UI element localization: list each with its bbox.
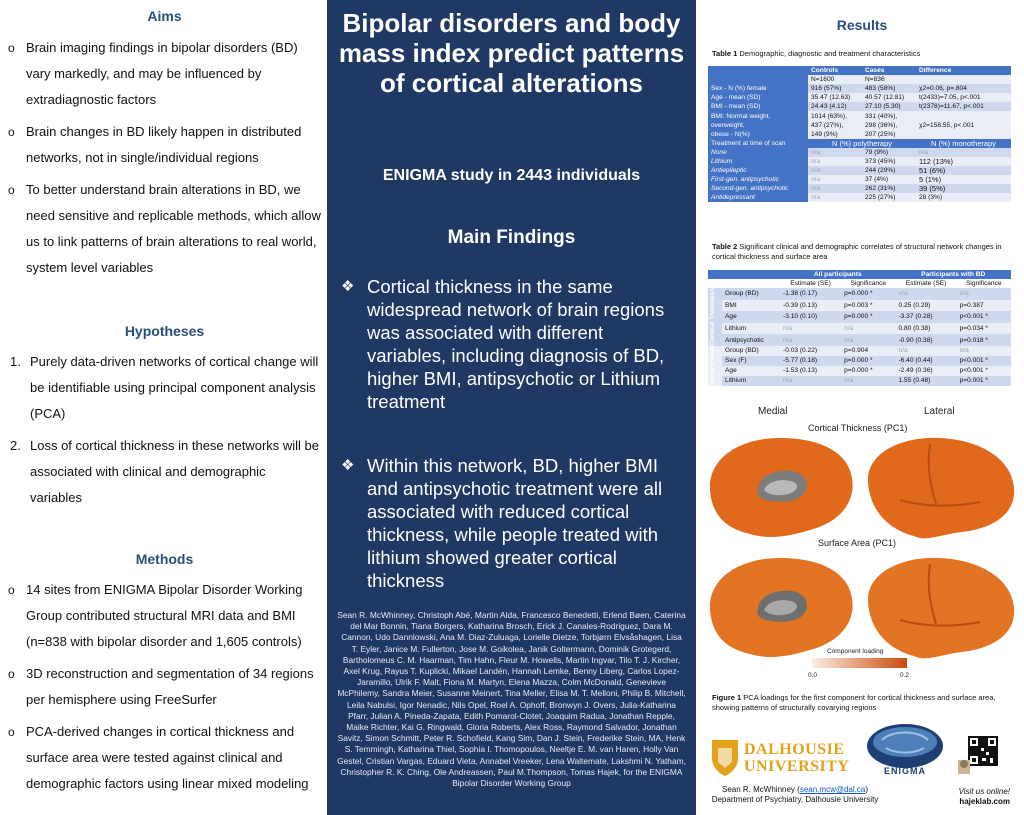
table-row: None n/a 79 (9%) n/a: [708, 148, 1011, 157]
finding-2: ❖ Within this network, BD, higher BMI and antipsychotic treatment were all associated with reduced cortical thickness, while people treated with lithium showed greater cortical thickness: [341, 455, 663, 591]
table-row: BMI: Normal weight, overweight, obese - N(%) 1014 (63%), 437 (27%), 149 (9%) 331 (40%), 298 (36%), 207 (25%) χ2=158.55, p<.001: [708, 111, 1011, 139]
hypotheses-list: [8, 349, 321, 511]
table-row: Sex (F) -5.77 (0.18) p=0.000 * -6.40 (0.44) p<0.001 *: [708, 356, 1011, 366]
sa-medial-brain: [710, 558, 853, 657]
table-row: Age -1.53 (0.13) p=0.000 * -2.49 (0.36) p<0.001 *: [708, 366, 1011, 376]
table-row: Treatment at time of scan N (%) polytherapy N (%) monotherapy: [708, 139, 1011, 148]
visit-online: Visit us online! hajeklab.com: [958, 787, 1010, 806]
table-row: Estimate (SE) Significance Estimate (SE) Significance: [708, 279, 1011, 288]
author-list: Sean R. McWhinney, Christoph Abé, Martin Alda, Francesco Benedetti, Erlend Bøen, Caterina del Mar Bonnin, Tiana Borgers, Katharina Brosch, Erick J. Canales-Rodriguez, Dara M. Cannon, Udo Dannlowski, Ana M. Diaz-Zuluaga, Lorielle Dietze, Torbjørn Elvsåshagen, Lisa T. Eyler, Janice M. Fullerton, Jose M. Goikolea, Janik Goltermann, Dominik Grotegerd, Bartholomeus C. M. Haarman, Tim Hahn, Fleur M. Howells, Martin Ingvar, Tilo T. J. Kircher, Axel Krug, Rayus T. Kuplicki, Mikael Landén, Hannah Lemke, Benny Liberg, Carlos Lopez-Jaramillo, Ulrik F. Malt, Fiona M. Martyn, Elena Mazza, Colm McDonald, Genevieve McPhilemy, Sandra Meier, Susanne Meinert, Tina Meller, Elisa M. T. Melloni, Philip B. Mitchell, Leila Nabulsi, Igor Nenadic, Nils Opel, Roel A. Ophoff, Bronwyn J. Overs, Julia-Katharina Pfarr, Julian A. Pineda-Zapata, Edith Pomarol-Clotet, Joaquim Radua, Jonathan Repple, Maike Richter, Kai G. Ringwald, Gloria Roberts, Alex Ross, Raymond Salvador, Jonathan Savitz, Simon Schmitt, Peter R. Schofield, Kang Sim, Dan J. Stein, Frederike Stein, MA, Henk S. Temmingh, Katharina Thiel, Sophia I. Thomopoulos, Neeltje E. M. van Haren, Holly Van Gestel, Cristian Vargas, Eduard Vieta, Annabel Vreeker, Lena Waltemate, Lakshmi N. Yatham, Christopher R. K. Ching, Ole Andreassen, Paul M.Thompson, Tomas Hajek, for the ENIGMA Bipolar Disorder Working Group: [337, 610, 686, 789]
qr-code-icon: [958, 730, 1002, 780]
left-column: [0, 0, 325, 815]
methods-item: o 3D reconstruction and segmentation of 34 regions per hemisphere using FreeSurfer: [8, 666, 314, 707]
contact-info: Sean R. McWhinney (sean.mcw@dal.ca) Department of Psychiatry, Dalhousie University: [711, 785, 879, 804]
dalhousie-logo: DALHOUSIE UNIVERSITY: [710, 738, 850, 778]
ct-lateral-brain: [868, 438, 1014, 539]
table-row: Antipsychotic n/a n/a -0.90 (0.38) p=0.018 *: [708, 334, 1011, 346]
aims-item: o Brain changes in BD likely happen in distributed networks, not in single/individual regions: [8, 124, 302, 165]
sa-figure-label: Surface Area (PC1): [818, 538, 897, 548]
legend-max: 0.2: [900, 672, 910, 679]
aims-item: o Brain imaging findings in bipolar disorders (BD) vary markedly, and may be influenced by extradiagnostic factors: [8, 40, 298, 107]
medial-label: Medial: [758, 406, 788, 417]
table-row: Second-gen. antipsychotic n/a 262 (31%) 39 (5%): [708, 184, 1011, 193]
table-row: First-gen. antipsychotic n/a 37 (4%) 5 (1%): [708, 175, 1011, 184]
methods-heading: Methods: [135, 551, 194, 567]
methods-list: [8, 577, 321, 797]
table-row: Lithium n/a n/a 1.55 (0.48) p=0.001 *: [708, 376, 1011, 386]
table-row: Antiepileptic n/a 244 (29%) 51 (6%): [708, 166, 1011, 175]
table-row: Lithium n/a n/a 0.80 (0.38) p=0.034 *: [708, 323, 1011, 335]
table-row: N=1600 N=836: [708, 75, 1011, 84]
aims-list: [8, 35, 321, 281]
methods-item: o 14 sites from ENIGMA Bipolar Disorder Working Group contributed structural MRI data and BMI (n=838 with bipolar disorder and 1,605 controls): [8, 582, 303, 649]
table2-caption: Table 2 Significant clinical and demographic correlates of structural network changes in cortical thickness and surface area: [712, 242, 1002, 261]
enigma-logo: ENIGMA: [862, 722, 948, 780]
loading-colorbar: [812, 658, 907, 668]
table-row: Sex - N (%) female 916 (57%) 483 (58%) χ2=0.06, p=.804: [708, 84, 1011, 93]
lateral-label: Lateral: [924, 406, 955, 417]
hypotheses-heading: Hypotheses: [124, 323, 205, 339]
table-row: Controls Cases Difference: [708, 66, 1011, 75]
diamond-bullet-icon: ❖: [341, 457, 355, 474]
diamond-bullet-icon: ❖: [341, 278, 355, 295]
table-row: Cortical Thickness Group (BD) -1.38 (0.17) p=0.000 * n/a n/a: [708, 288, 1011, 300]
aims-item: o To better understand brain alterations in BD, we need sensitive and replicable methods, which allow us to link patterns of brain alterations to real world, system level variables: [8, 182, 321, 275]
contact-email-link[interactable]: sean.mcw@dal.ca: [799, 785, 866, 794]
table-row: Age - mean (SD) 35.47 (12.63) 40.57 (12.81) t(2433)=7.05, p<.001: [708, 93, 1011, 102]
table-row: Age -3.10 (0.10) p=0.000 * -3.37 (0.28) p<0.001 *: [708, 311, 1011, 323]
hypothesis-item: 2. Loss of cortical thickness in these networks will be associated with clinical and demographic variables: [10, 438, 320, 505]
right-column: [700, 0, 1024, 815]
table-row: Surface Area Group (BD) -0.03 (0.22) p=0.904 n/a n/a: [708, 346, 1011, 356]
sa-lateral-brain: [868, 558, 1014, 659]
ct-figure-label: Cortical Thickness (PC1): [808, 423, 908, 433]
table1-caption: Table 1 Demographic, diagnostic and treatment characteristics: [712, 49, 921, 58]
shield-icon: [710, 738, 740, 776]
brain-figure: [700, 430, 1024, 680]
finding-1: ❖ Cortical thickness in the same widespread network of brain regions was associated with different variables, including diagnosis of BD, higher BMI, antipsychotic or Lithium treatment: [341, 276, 665, 412]
ct-medial-brain: [710, 438, 853, 537]
figure1-caption: Figure 1 PCA loadings for the first component for cortical thickness and surface area, showing patterns of structurally covarying regions: [712, 693, 996, 712]
results-heading: Results: [836, 17, 888, 33]
hypothesis-item: 1. Purely data-driven networks of cortical change will be identifiable using principal component analysis (PCA): [10, 354, 319, 421]
table-row: All participants Participants with BD: [708, 270, 1011, 279]
table-row: BMI -0.39 (0.13) p=0.003 * 0.25 (0.29) p=0.387: [708, 300, 1011, 312]
center-panel: [327, 0, 696, 815]
legend-title: Component loading: [827, 648, 884, 655]
table-row: BMI - mean (SD) 24.43 (4.12) 27.10 (5.30) t(2378)=11.67, p<.001: [708, 102, 1011, 111]
legend-min: 0.0: [808, 672, 818, 679]
poster-title: Bipolar disorders and body mass index predict patterns of cortical alterations: [338, 8, 685, 98]
methods-item: o PCA-derived changes in cortical thickness and surface area were tested against clinical and demographic factors using linear mixed modeling: [8, 724, 309, 791]
table1: [708, 66, 1011, 202]
table2: [708, 270, 1011, 386]
main-findings-heading: Main Findings: [447, 227, 576, 248]
aims-heading: Aims: [147, 8, 182, 24]
qr-code[interactable]: [958, 730, 1002, 780]
table-row: Antidepressant n/a 225 (27%) 28 (3%): [708, 193, 1011, 202]
table-row: Lithium n/a 373 (45%) 112 (13%): [708, 157, 1011, 166]
poster-subtitle: ENIGMA study in 2443 individuals: [382, 167, 641, 184]
website-link[interactable]: hajeklab.com: [959, 797, 1010, 806]
